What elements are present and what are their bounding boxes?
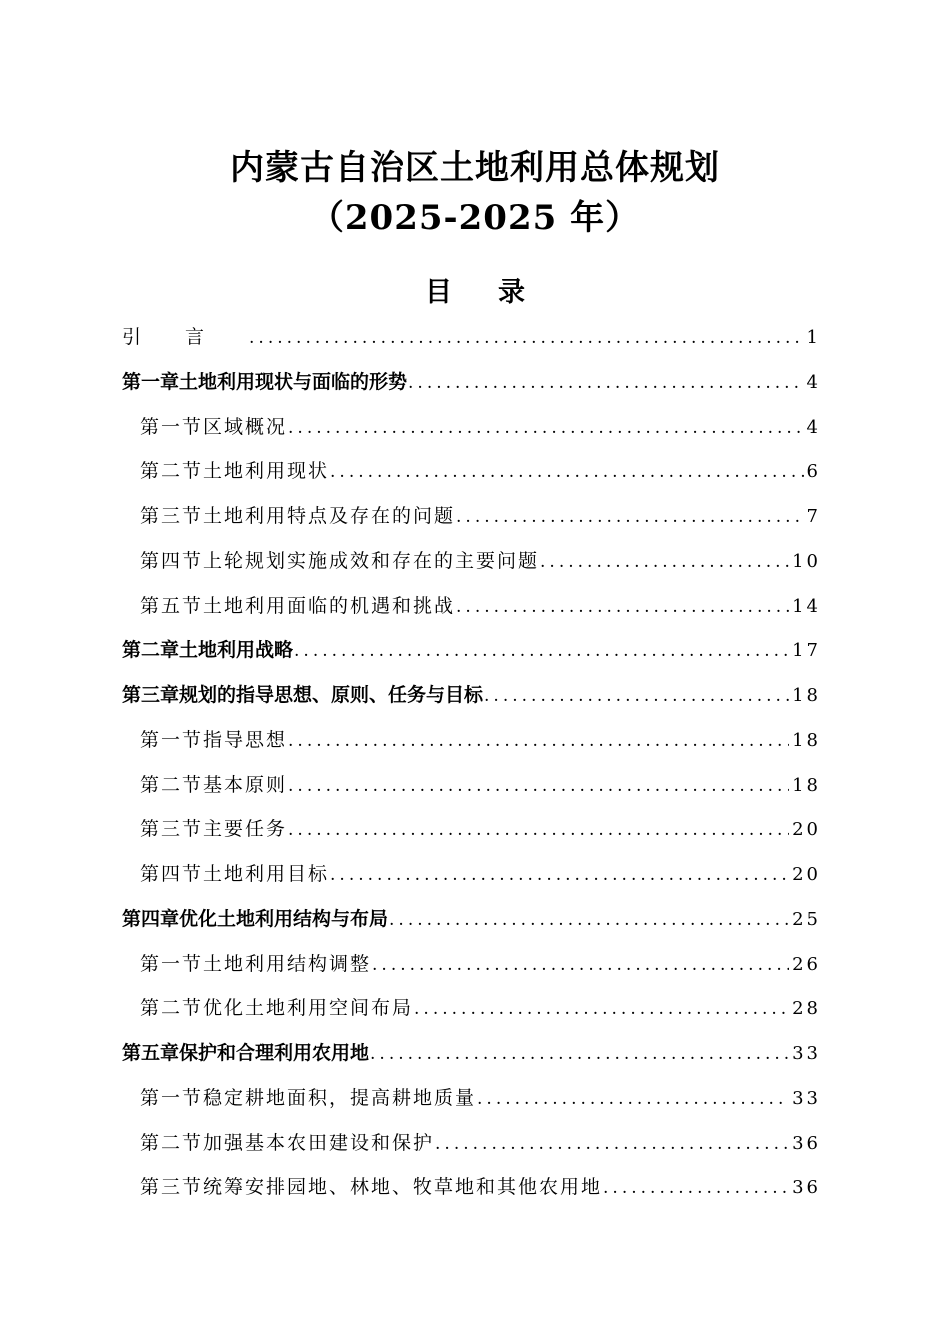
toc-page-number: 7 <box>806 506 821 527</box>
toc-entry[interactable] <box>140 725 821 755</box>
toc-entry-label: 第二节 <box>140 1131 204 1154</box>
document-title: 内蒙古自治区土地利用总体规划 <box>230 148 720 188</box>
toc-dot-leader <box>249 323 804 353</box>
toc-dot-leader <box>540 547 789 577</box>
toc-page-number: 4 <box>806 371 821 393</box>
toc-entry[interactable] <box>122 680 821 710</box>
toc-entry[interactable] <box>122 367 821 397</box>
toc-dot-leader <box>330 457 804 487</box>
toc-dot-leader <box>484 681 789 711</box>
toc-entry[interactable] <box>140 859 821 889</box>
toc-entry-title: 土地利用特点及存在的问题 <box>203 505 456 527</box>
toc-entry-label: 第三节 <box>140 818 204 841</box>
toc-entry-label: 第一节 <box>140 952 204 975</box>
toc-entry-title: 基本原则 <box>203 773 288 796</box>
toc-page-number: 10 <box>792 550 821 572</box>
toc-entry-title: 保护和合理利用农用地 <box>179 1042 370 1064</box>
toc-dot-leader <box>288 413 804 443</box>
toc-dot-leader <box>389 905 789 935</box>
toc-entry[interactable] <box>140 993 821 1023</box>
toc-entry-label: 第三章 <box>122 684 180 706</box>
toc-entry-label: 第五节 <box>140 594 204 617</box>
toc-page-number: 26 <box>792 953 821 975</box>
toc-entry-label: 第二节 <box>140 773 204 796</box>
toc-entry-title: 稳定耕地面积，提高耕地质量 <box>203 1086 477 1109</box>
toc-entry[interactable] <box>140 591 821 621</box>
toc-entry-title: 土地利用目标 <box>203 863 330 885</box>
toc-entry-label: 第三节 <box>140 505 204 527</box>
toc-entry[interactable] <box>140 412 821 442</box>
toc-entry[interactable] <box>122 635 821 665</box>
toc-entry-title: 统筹安排园地、林地、牧草地和其他农用地 <box>203 1176 603 1199</box>
toc-page-number: 33 <box>792 1043 821 1064</box>
toc-entry-label: 第一节 <box>140 1086 204 1109</box>
toc-entry[interactable] <box>140 1083 821 1113</box>
toc-entry-title: 土地利用战略 <box>179 639 294 662</box>
toc-dot-leader <box>330 860 789 890</box>
toc-entry-label: 第四节 <box>140 549 204 572</box>
toc-entry[interactable] <box>140 501 821 531</box>
toc-page-number: 20 <box>792 819 821 841</box>
toc-page-number: 4 <box>806 416 821 438</box>
toc-page-number: 25 <box>792 908 821 930</box>
toc-dot-leader <box>370 1039 789 1069</box>
toc-dot-leader <box>414 994 789 1024</box>
toc-entry-title: 土地利用面临的机遇和挑战 <box>203 594 456 617</box>
toc-dot-leader <box>372 950 789 980</box>
toc-page-number: 28 <box>792 998 821 1020</box>
toc-dot-leader <box>408 368 804 398</box>
toc-heading: 目录 <box>425 277 571 308</box>
toc-entry[interactable] <box>140 546 821 576</box>
toc-entry[interactable] <box>140 814 821 844</box>
toc-entry[interactable] <box>140 1172 821 1202</box>
toc-page-number: 6 <box>806 461 821 483</box>
toc-entry-label: 第一节 <box>140 728 204 751</box>
toc-page-number: 33 <box>792 1087 821 1109</box>
toc-entry-label: 第五章 <box>122 1042 180 1064</box>
toc-dot-leader <box>456 592 789 622</box>
toc-page-number: 18 <box>792 685 821 706</box>
toc-dot-leader <box>456 502 804 532</box>
toc-entry-label: 第二节 <box>140 460 204 483</box>
toc-entry-title: 土地利用结构调整 <box>203 952 372 975</box>
toc-page-number: 14 <box>792 595 821 617</box>
toc-entry-label: 第三节 <box>140 1176 204 1199</box>
document-subtitle-years: （2025-2025 年） <box>309 198 641 238</box>
toc-page-number: 1 <box>806 327 821 348</box>
toc-entry-label: 第二节 <box>140 997 204 1020</box>
toc-entry[interactable] <box>140 949 821 979</box>
toc-entry-title: 规划的指导思想、原则、任务与目标 <box>179 684 484 706</box>
toc-entry[interactable] <box>140 770 821 800</box>
toc-entry[interactable] <box>140 456 821 486</box>
toc-page-number: 18 <box>792 729 821 751</box>
toc-entry-label: 引言 <box>122 326 249 348</box>
toc-entry-title: 土地利用现状与面临的形势 <box>179 370 408 393</box>
toc-entry-label: 第四节 <box>140 863 204 885</box>
toc-entry[interactable] <box>122 322 821 352</box>
toc-page-number: 17 <box>792 640 821 662</box>
toc-entry-title: 优化土地利用结构与布局 <box>179 907 389 930</box>
toc-entry-title: 上轮规划实施成效和存在的主要问题 <box>203 549 540 572</box>
toc-entry-label: 第一章 <box>122 370 180 393</box>
toc-entry-title: 区域概况 <box>203 415 288 438</box>
toc-entry-title: 优化土地利用空间布局 <box>203 997 414 1020</box>
toc-dot-leader <box>288 726 789 756</box>
toc-entry[interactable] <box>122 1038 821 1068</box>
toc-dot-leader <box>603 1173 789 1203</box>
toc-entry-title: 主要任务 <box>203 818 288 841</box>
toc-entry-title: 土地利用现状 <box>203 460 330 483</box>
toc-entry-label: 第一节 <box>140 415 204 438</box>
toc-entry-label: 第四章 <box>122 907 180 930</box>
toc-entry-title: 加强基本农田建设和保护 <box>203 1131 435 1154</box>
toc-dot-leader <box>288 815 789 845</box>
toc-entry[interactable] <box>122 904 821 934</box>
toc-entry-label: 第二章 <box>122 639 180 662</box>
toc-page-number: 20 <box>792 864 821 885</box>
toc-page-number: 36 <box>792 1132 821 1154</box>
toc-dot-leader <box>477 1084 789 1114</box>
toc-dot-leader <box>294 636 789 666</box>
toc-dot-leader <box>288 771 789 801</box>
toc-page-number: 36 <box>792 1177 821 1199</box>
toc-dot-leader <box>435 1129 789 1159</box>
toc-entry[interactable] <box>140 1128 821 1158</box>
toc-page-number: 18 <box>792 774 821 796</box>
toc-entry-title: 指导思想 <box>203 728 288 751</box>
